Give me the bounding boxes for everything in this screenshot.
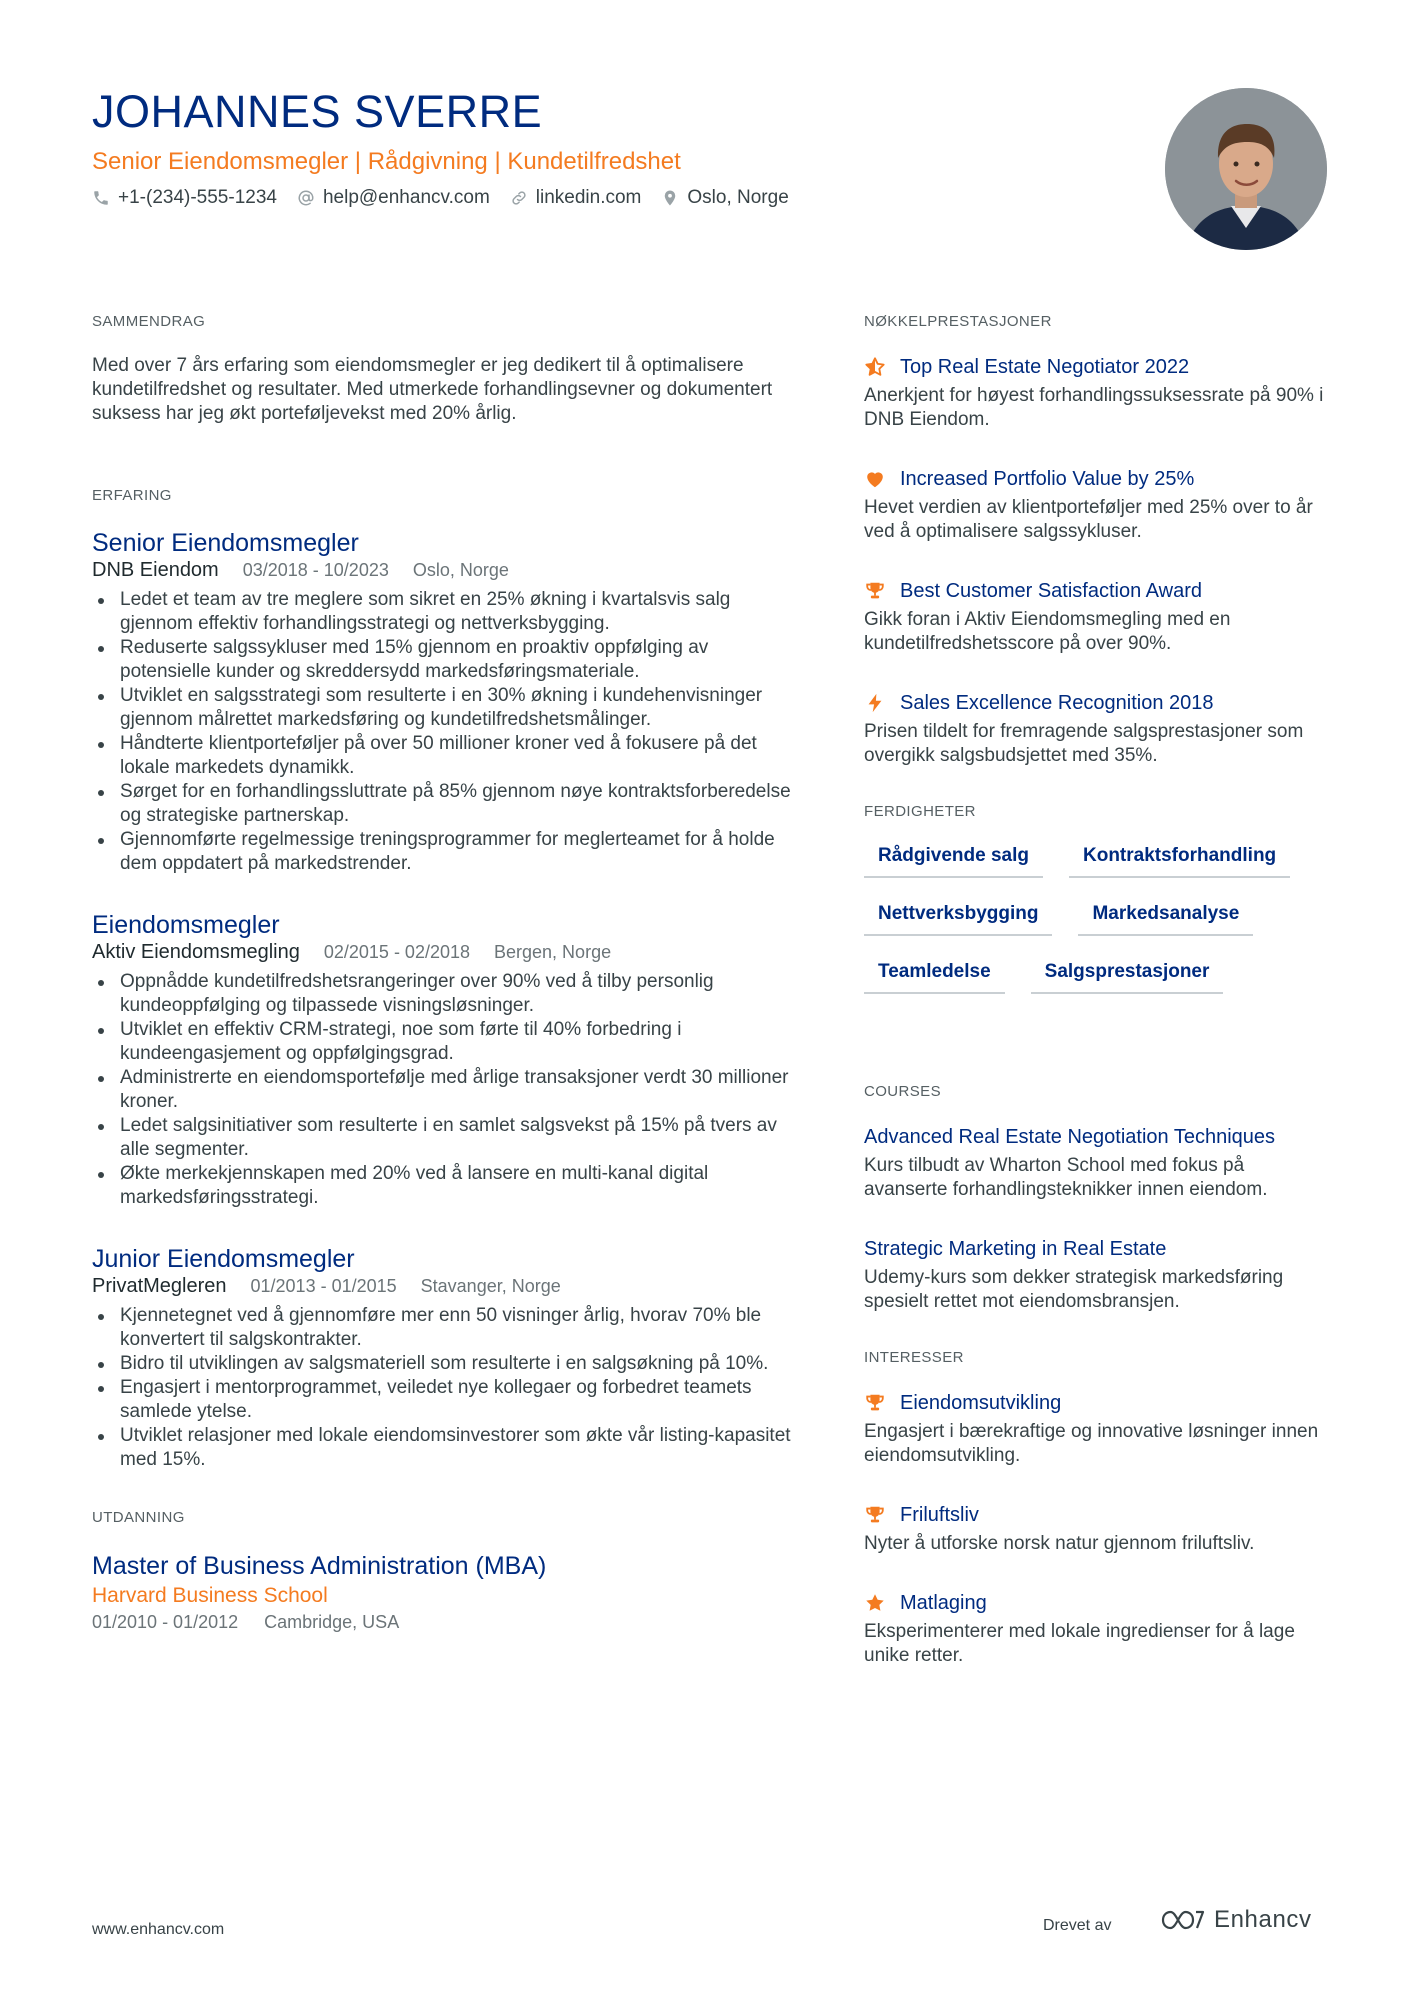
education-school: Harvard Business School <box>92 1584 328 1607</box>
education-degree: Master of Business Administration (MBA) <box>92 1552 547 1580</box>
achievement-desc: Hevet verdien av klientporteføljer med 25% over to år ved å optimalisere salgssykluser. <box>864 497 1313 542</box>
job-bullet: Kjennetegnet ved å gjennomføre mer enn 50 visninger årlig, hvorav 70% ble konvertert til salgskontrakter. <box>92 1304 792 1352</box>
course-item <box>864 1124 1329 1202</box>
enhancv-logo-icon <box>1160 1907 1206 1933</box>
interest-item <box>864 1390 1329 1468</box>
job-title: Junior Eiendomsmegler <box>92 1245 355 1273</box>
education-location: Cambridge, USA <box>264 1612 400 1632</box>
skills-heading: FERDIGHETER <box>864 803 976 820</box>
skill-tag: Salgsprestasjoner <box>1031 960 1224 994</box>
job-bullet: Økte merkekjennskapen med 20% ved å lansere en multi-kanal digital markedsføringsstrategi. <box>92 1162 792 1210</box>
job-bullets <box>92 1304 792 1472</box>
achievement-desc: Anerkjent for høyest forhandlingssuksessrate på 90% i DNB Eiendom. <box>864 385 1324 430</box>
job-company: Aktiv Eiendomsmegling <box>92 941 300 963</box>
interest-desc: Eksperimenterer med lokale ingredienser for å lage unike retter. <box>864 1621 1295 1666</box>
summary-heading: SAMMENDRAG <box>92 313 206 330</box>
achievement-header <box>864 354 1329 380</box>
footer-website-link[interactable]: www.enhancv.com <box>92 1921 225 1938</box>
footer-powered-by: Drevet av <box>1043 1917 1112 1934</box>
job-entry <box>92 910 792 1210</box>
interest-header <box>864 1590 1329 1616</box>
job-bullet: Utviklet en effektiv CRM-strategi, noe som førte til 40% forbedring i kundeengasjement og oppfølgingsgrad. <box>92 1018 792 1066</box>
experience-heading: ERFARING <box>92 487 172 504</box>
job-bullet: Utviklet en salgsstrategi som resulterte i en 30% økning i kundehenvisninger gjennom målrettet markedsføring og kundetilfredshetsmålinger. <box>92 684 792 732</box>
achievement-header <box>864 466 1329 492</box>
job-dates: 02/2015 - 02/2018 <box>323 942 471 962</box>
contact-email[interactable] <box>297 186 490 210</box>
contact-row <box>92 186 809 210</box>
skills-list <box>864 844 1324 1018</box>
enhancv-logo-text: Enhancv <box>1214 1906 1312 1933</box>
achievements-heading: NØKKELPRESTASJONER <box>864 313 1052 330</box>
courses-section <box>864 1082 1329 1314</box>
job-meta <box>92 558 792 582</box>
job-bullet: Ledet et team av tre meglere som sikret en 25% økning i kvartalsvis salg gjennom effektiv forhandlingsstrategi og nettverksbygging. <box>92 588 792 636</box>
achievement-header <box>864 578 1329 604</box>
interest-title: Eiendomsutvikling <box>900 1392 1062 1414</box>
trophy-icon <box>864 580 886 602</box>
link-icon <box>510 189 528 207</box>
job-meta <box>92 1274 792 1298</box>
at-icon <box>297 189 315 207</box>
summary-section <box>92 312 792 426</box>
job-title: Eiendomsmegler <box>92 911 280 939</box>
phone-text: +1-(234)-555-1234 <box>118 187 277 208</box>
candidate-name: JOHANNES SVERRE <box>92 86 543 137</box>
course-desc: Udemy-kurs som dekker strategisk markedsføring spesielt rettet mot eiendomsbransjen. <box>864 1267 1284 1312</box>
job-dates: 03/2018 - 10/2023 <box>242 560 389 580</box>
job-bullet: Utviklet relasjoner med lokale eiendomsinvestorer som økte vår listing-kapasitet med 15%. <box>92 1424 792 1472</box>
job-company: PrivatMegleren <box>92 1275 227 1297</box>
job-meta <box>92 940 792 964</box>
education-meta <box>92 1610 792 1634</box>
achievement-item <box>864 466 1329 544</box>
job-entry <box>92 528 792 876</box>
contact-location <box>661 186 788 210</box>
interest-desc: Nyter å utforske norsk natur gjennom friluftsliv. <box>864 1533 1255 1554</box>
enhancv-logo[interactable] <box>1160 1906 1312 1934</box>
interest-title: Friluftsliv <box>900 1504 979 1526</box>
achievements-section <box>864 312 1329 768</box>
skill-tag: Markedsanalyse <box>1078 902 1253 936</box>
job-bullets <box>92 588 792 876</box>
interests-section <box>864 1348 1329 1668</box>
interest-desc: Engasjert i bærekraftige og innovative løsninger innen eiendomsutvikling. <box>864 1421 1319 1466</box>
achievement-title: Best Customer Satisfaction Award <box>900 580 1202 602</box>
job-location: Oslo, Norge <box>412 560 509 580</box>
job-bullet: Håndterte klientporteføljer på over 50 millioner kroner ved å fokusere på det lokale markedets dynamikk. <box>92 732 792 780</box>
right-column <box>864 312 1329 1702</box>
heart-icon <box>864 468 886 490</box>
job-location: Stavanger, Norge <box>420 1276 561 1296</box>
education-section <box>92 1508 792 1634</box>
interest-header <box>864 1390 1329 1416</box>
location-pin-icon <box>661 189 679 207</box>
profile-photo <box>1165 88 1327 250</box>
skill-tag: Kontraktsforhandling <box>1069 844 1290 878</box>
achievement-desc: Gikk foran i Aktiv Eiendomsmegling med en kundetilfredshetsscore på over 90%. <box>864 609 1231 654</box>
skill-tag: Nettverksbygging <box>864 902 1052 936</box>
interest-header <box>864 1502 1329 1528</box>
achievement-item <box>864 354 1329 432</box>
job-bullet: Ledet salgsinitiativer som resulterte i en samlet salgsvekst på 15% på tvers av alle segmenter. <box>92 1114 792 1162</box>
job-bullet: Administrerte en eiendomsportefølje med årlige transaksjoner verdt 30 millioner kroner. <box>92 1066 792 1114</box>
achievement-item <box>864 578 1329 656</box>
job-entry <box>92 1244 792 1472</box>
bolt-icon <box>864 692 886 714</box>
left-column <box>92 312 792 1634</box>
job-bullet: Engasjert i mentorprogrammet, veiledet nye kollegaer og forbedret teamets samlede ytelse. <box>92 1376 792 1424</box>
achievement-header <box>864 690 1329 716</box>
achievement-title: Sales Excellence Recognition 2018 <box>900 692 1214 714</box>
job-company: DNB Eiendom <box>92 559 219 581</box>
education-dates: 01/2010 - 01/2012 <box>92 1612 239 1632</box>
skills-section <box>864 802 1329 1018</box>
email-text: help@enhancv.com <box>322 187 490 208</box>
contact-phone[interactable] <box>92 186 277 210</box>
skill-tag: Teamledelse <box>864 960 1005 994</box>
interest-title: Matlaging <box>900 1592 987 1614</box>
summary-text: Med over 7 års erfaring som eiendomsmegler er jeg dedikert til å optimalisere kundetilfredshet og resultater. Med utmerkede forhandlingsevner og dokumentert suksess har jeg økt porteføljevekst med 20% årlig. <box>92 355 773 424</box>
star-icon <box>864 1592 886 1614</box>
linkedin-text: linkedin.com <box>535 187 642 208</box>
job-bullets <box>92 970 792 1210</box>
course-desc: Kurs tilbudt av Wharton School med fokus på avanserte forhandlingsteknikker innen eiendom. <box>864 1155 1268 1200</box>
job-bullet: Sørget for en forhandlingssluttrate på 85% gjennom nøye kontraktsforberedelse og strategiske partnerskap. <box>92 780 792 828</box>
job-bullet: Reduserte salgssykluser med 15% gjennom en proaktiv oppfølging av potensielle kunder og skreddersydd markedsføringsmateriale. <box>92 636 792 684</box>
star-half-icon <box>864 356 886 378</box>
course-title: Advanced Real Estate Negotiation Techniques <box>864 1126 1276 1148</box>
experience-section <box>92 486 792 1472</box>
job-bullet: Gjennomførte regelmessige treningsprogrammer for meglerteamet for å holde dem oppdatert på markedstrender. <box>92 828 792 876</box>
achievement-desc: Prisen tildelt for fremragende salgsprestasjoner som overgikk salgsbudsjettet med 35%. <box>864 721 1304 766</box>
interest-item <box>864 1590 1329 1668</box>
trophy-icon <box>864 1504 886 1526</box>
achievement-title: Increased Portfolio Value by 25% <box>900 468 1195 490</box>
phone-icon <box>92 189 110 207</box>
achievement-item <box>864 690 1329 768</box>
job-bullet: Bidro til utviklingen av salgsmateriell som resulterte i en salgsøkning på 10%. <box>92 1352 792 1376</box>
skill-tag: Rådgivende salg <box>864 844 1043 878</box>
job-dates: 01/2013 - 01/2015 <box>250 1276 397 1296</box>
job-location: Bergen, Norge <box>494 942 612 962</box>
courses-heading: COURSES <box>864 1083 941 1100</box>
job-title: Senior Eiendomsmegler <box>92 529 359 557</box>
location-text: Oslo, Norge <box>687 187 789 208</box>
interests-heading: INTERESSER <box>864 1349 964 1366</box>
interest-item <box>864 1502 1329 1556</box>
course-title: Strategic Marketing in Real Estate <box>864 1238 1167 1260</box>
achievement-title: Top Real Estate Negotiator 2022 <box>900 356 1190 378</box>
trophy-icon <box>864 1392 886 1414</box>
candidate-headline: Senior Eiendomsmegler | Rådgivning | Kundetilfredshet <box>92 148 681 175</box>
contact-linkedin[interactable] <box>510 186 642 210</box>
education-heading: UTDANNING <box>92 1509 185 1526</box>
course-item <box>864 1236 1329 1314</box>
job-bullet: Oppnådde kundetilfredshetsrangeringer over 90% ved å tilby personlig kundeoppfølging og tilpassede visningsløsninger. <box>92 970 792 1018</box>
